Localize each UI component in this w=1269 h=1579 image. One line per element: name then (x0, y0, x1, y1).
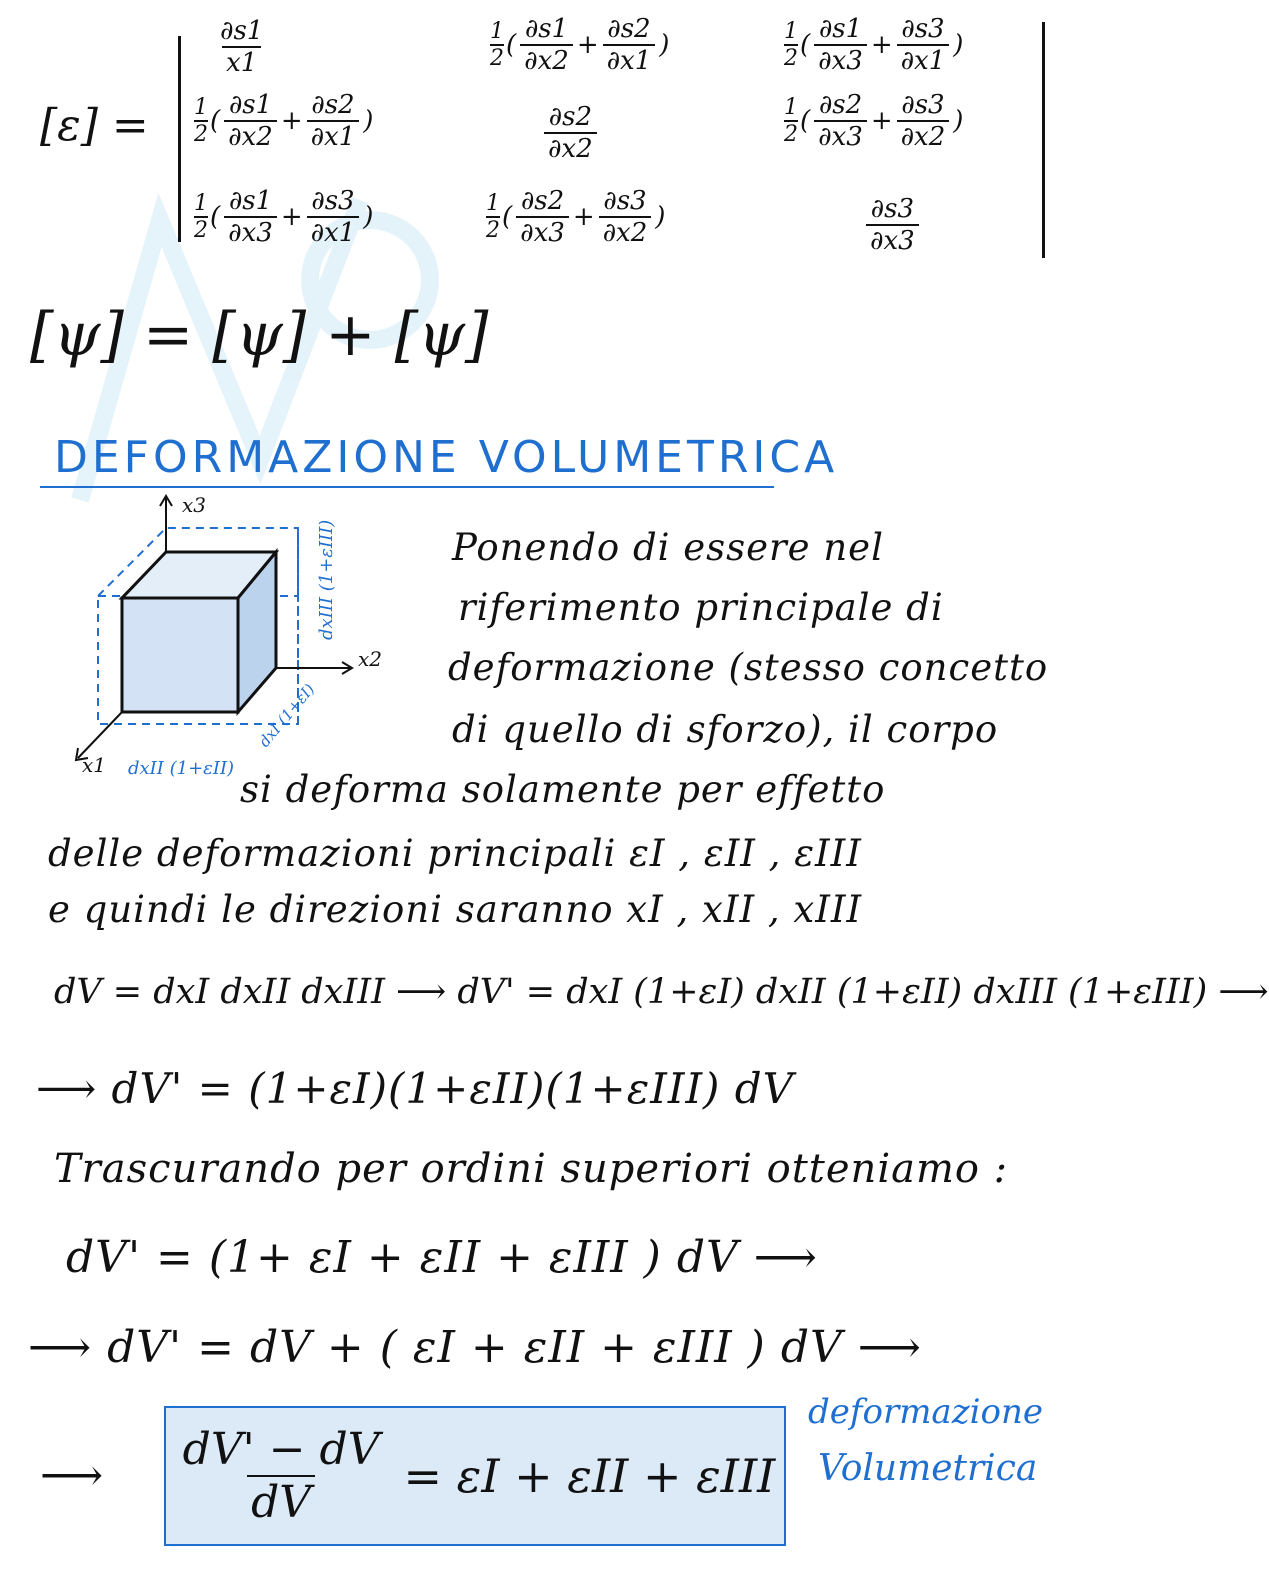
axis-x3-label: x3 (182, 493, 207, 517)
plus-sign: + (870, 30, 893, 60)
frac-num: ∂s3 (311, 186, 355, 216)
frac-den: x1 (222, 46, 261, 78)
section-title: DEFORMAZIONE VOLUMETRICA (54, 432, 839, 483)
one-half: 1 2 (490, 19, 504, 71)
frac-num: ∂s1 (228, 90, 273, 120)
final-arrow: ⟶ (40, 1450, 104, 1501)
matrix-lhs: [ε] = (40, 100, 149, 151)
frac-den: ∂x3 (814, 120, 867, 152)
equation-1: dV = dxI dxII dxIII ⟶ dV' = dxI (1+εI) dxII (1+εII) dxIII (1+εIII) ⟶ (54, 972, 1269, 1012)
axis-x1-label: x1 (82, 753, 107, 777)
label-dx2: dxII (1+εII) (128, 758, 235, 779)
one-half: 1 2 (486, 191, 500, 243)
paragraph-line-5: si deforma solamente per effetto (240, 768, 886, 811)
plus-sign: + (572, 202, 595, 232)
frac-den: ∂x3 (224, 216, 277, 248)
paragraph-line-6: delle deformazioni principali εI , εII , εIII (48, 832, 862, 875)
frac-den: ∂x2 (520, 44, 573, 76)
frac-num: ∂s3 (901, 90, 945, 120)
plus-sign: + (280, 202, 303, 232)
section-title-underline (40, 486, 774, 488)
frac-num: ∂s2 (548, 102, 592, 132)
matrix-cell-r3c2: 1 2 ( $\frac{\partial s2}{\partial x3}$ + $\frac{\partial s3}{\partial x2}$ ) (486, 186, 666, 248)
label-dx3: dxIII (1+εIII) (316, 519, 337, 640)
frac-den: ∂x2 (897, 120, 950, 152)
matrix-cell-r1c1 (212, 16, 271, 78)
frac-den: ∂x2 (599, 216, 652, 248)
result-fraction (179, 1424, 384, 1528)
frac-num: ∂s2 (520, 186, 565, 216)
matrix-cell-r3c1: 1 2 ( $\frac{\partial s1}{\partial x3}$ + $\frac{\partial s3}{\partial x1}$ ) (194, 186, 374, 248)
frac-den: ∂x1 (603, 44, 656, 76)
frac-num: ∂s1 (228, 186, 273, 216)
equation-3: Trascurando per ordini superiori otteniamo : (54, 1146, 1009, 1192)
frac-num: ∂s2 (607, 14, 651, 44)
frac-den: ∂x2 (224, 120, 277, 152)
deformation-cube-diagram (60, 490, 410, 790)
result-numerator: dV' − dV (182, 1424, 380, 1475)
paragraph-line-4: di quello di sforzo), il corpo (452, 708, 999, 751)
frac-den: ∂x3 (814, 44, 867, 76)
frac-den: ∂x1 (307, 216, 360, 248)
psi-equation: [ψ] = [ψ] + [ψ] (30, 300, 489, 370)
plus-sign: + (870, 106, 893, 136)
matrix-cell-r2c2 (540, 102, 601, 164)
frac-den: ∂x2 (544, 132, 597, 164)
paragraph-line-1: Ponendo di essere nel (452, 526, 884, 569)
result-rhs: = εI + εII + εIII (403, 1449, 776, 1503)
result-box (164, 1406, 786, 1546)
axis-x2-label: x2 (358, 647, 383, 671)
frac-den: ∂x3 (866, 224, 919, 256)
frac-num: ∂s3 (901, 14, 945, 44)
matrix-cell-r3c3 (862, 194, 923, 256)
one-half: 1 2 (194, 191, 208, 243)
frac-den: ∂x3 (516, 216, 569, 248)
matrix-left-bar (178, 36, 181, 242)
matrix-right-bar (1042, 22, 1045, 258)
frac-den: ∂x1 (307, 120, 360, 152)
equation-2: ⟶ dV' = (1+εI)(1+εII)(1+εIII) dV (36, 1064, 794, 1113)
frac-num: ∂s1 (524, 14, 569, 44)
one-half: 1 2 (784, 95, 798, 147)
frac-num: ∂s1 (818, 14, 863, 44)
side-note-line-2: Volumetrica (818, 1448, 1038, 1489)
equation-4: dV' = (1+ εI + εII + εIII ) dV ⟶ (66, 1232, 818, 1283)
matrix-cell-r1c3: 1 2 ( $\frac{\partial s1}{\partial x3}$ + $\frac{\partial s3}{\partial x1}$ ) (784, 14, 964, 76)
equation-5: ⟶ dV' = dV + ( εI + εII + εIII ) dV ⟶ (28, 1322, 922, 1373)
frac-num: ∂s1 (220, 16, 264, 46)
result-denominator: dV (247, 1475, 315, 1528)
plus-sign: + (576, 30, 599, 60)
plus-sign: + (280, 106, 303, 136)
one-half: 1 2 (784, 19, 798, 71)
frac-num: ∂s3 (603, 186, 647, 216)
frac-num: ∂s3 (870, 194, 914, 224)
label-dx1: dxI (1+εI) (255, 680, 319, 751)
matrix-cell-r1c2: 1 2 ( $\frac{\partial s1}{\partial x2}$ + $\frac{\partial s2}{\partial x1}$ ) (490, 14, 670, 76)
frac-num: ∂s2 (818, 90, 863, 120)
matrix-cell-r2c3: 1 2 ( $\frac{\partial s2}{\partial x3}$ + $\frac{\partial s3}{\partial x2}$ ) (784, 90, 964, 152)
frac-den: ∂x1 (897, 44, 950, 76)
matrix-cell-r2c1: 1 2 ( $\frac{\partial s1}{\partial x2}$ + $\frac{\partial s2}{\partial x1}$ ) (194, 90, 374, 152)
paragraph-line-2: riferimento principale di (458, 586, 944, 629)
paragraph-line-3: deformazione (stesso concetto (448, 646, 1049, 689)
paragraph-line-7: e quindi le direzioni saranno xI , xII , xIII (48, 888, 863, 931)
one-half: 1 2 (194, 95, 208, 147)
side-note-line-1: deformazione (808, 1392, 1043, 1432)
frac-num: ∂s2 (311, 90, 355, 120)
